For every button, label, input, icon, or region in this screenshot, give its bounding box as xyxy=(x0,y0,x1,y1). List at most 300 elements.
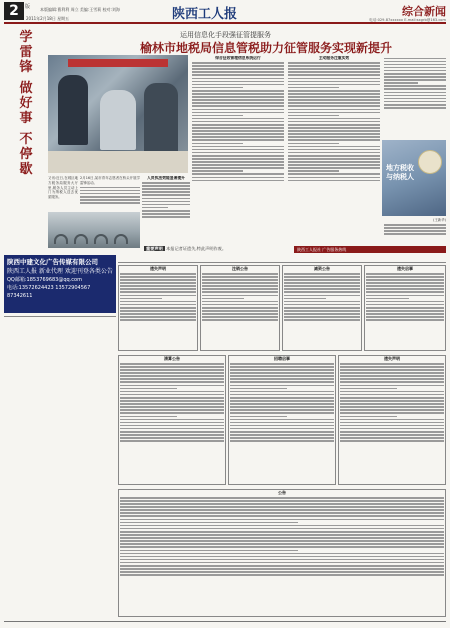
text-line xyxy=(120,522,298,524)
paper-name: 陕西工人报 xyxy=(172,7,238,22)
text-line xyxy=(120,285,196,287)
text-line xyxy=(120,512,444,514)
text-line xyxy=(288,152,380,154)
text-line xyxy=(142,210,190,212)
text-line xyxy=(120,506,444,508)
classified-box xyxy=(228,355,336,485)
text-line xyxy=(80,193,140,195)
text-line xyxy=(288,68,380,70)
ad-qq: QQ邮箱:1853769683@qq.com xyxy=(7,277,82,283)
text-line xyxy=(284,301,360,303)
text-line xyxy=(192,164,284,166)
classifieds-grid xyxy=(118,262,446,622)
text-line xyxy=(142,216,190,218)
article-photo xyxy=(48,55,188,173)
text-line xyxy=(284,282,360,284)
text-line xyxy=(192,133,284,135)
text-line xyxy=(120,571,444,573)
text-line xyxy=(288,146,380,148)
ad-phone: 电话:13572624423 13572904567 87342611 xyxy=(7,285,91,299)
text-line xyxy=(340,406,444,408)
text-line xyxy=(202,276,278,278)
text-line xyxy=(230,437,334,439)
text-line xyxy=(120,409,224,411)
text-line xyxy=(192,84,284,86)
text-line xyxy=(120,288,196,290)
text-line xyxy=(340,388,397,390)
text-line xyxy=(288,133,380,135)
text-line xyxy=(142,182,190,184)
text-line xyxy=(120,568,444,570)
text-line xyxy=(120,553,444,555)
vertical-slogan xyxy=(6,30,46,177)
text-line xyxy=(340,366,444,368)
text-line xyxy=(340,372,444,374)
text-line xyxy=(230,372,334,374)
slogan-char: 锋 xyxy=(19,60,33,75)
text-line xyxy=(230,369,334,371)
text-line xyxy=(284,304,360,306)
text-line xyxy=(230,416,287,418)
text-line xyxy=(384,79,446,81)
text-line xyxy=(192,71,284,73)
text-line xyxy=(120,400,224,402)
text-line xyxy=(340,378,444,380)
text-line xyxy=(120,534,444,536)
text-line xyxy=(340,363,444,365)
text-line xyxy=(142,204,190,206)
text-line xyxy=(288,96,380,98)
text-line xyxy=(340,375,444,377)
classified-title: 招聘启事 xyxy=(274,356,290,361)
text-line xyxy=(384,85,446,87)
text-line xyxy=(366,304,444,306)
text-line xyxy=(288,93,380,95)
text-line xyxy=(192,155,284,157)
text-line xyxy=(384,58,446,60)
text-line xyxy=(288,109,380,111)
text-line xyxy=(288,143,339,145)
text-line xyxy=(120,375,224,377)
text-line xyxy=(384,76,446,78)
text-line xyxy=(192,90,284,92)
article-end-mark: (王新华) xyxy=(433,218,446,222)
text-line xyxy=(284,313,360,315)
text-line xyxy=(202,298,244,300)
text-line xyxy=(288,90,380,92)
text-line xyxy=(120,313,196,315)
text-line xyxy=(120,422,224,424)
text-line xyxy=(288,105,380,107)
text-line xyxy=(284,310,360,312)
text-line xyxy=(284,316,360,318)
text-line xyxy=(366,313,444,315)
text-line xyxy=(366,279,444,281)
text-line xyxy=(120,381,224,383)
text-line xyxy=(288,71,380,73)
text-line xyxy=(202,273,278,275)
article-body-col-3 xyxy=(384,56,446,138)
text-line xyxy=(340,385,444,387)
text-line xyxy=(366,319,444,321)
text-line xyxy=(230,391,334,393)
text-line xyxy=(142,213,190,215)
text-line xyxy=(288,139,380,141)
classifieds-left xyxy=(4,316,116,622)
text-line xyxy=(284,276,360,278)
text-line xyxy=(340,425,444,427)
text-line xyxy=(340,431,444,433)
classified-title: 注销公告 xyxy=(232,266,248,271)
text-line xyxy=(202,304,278,306)
text-line xyxy=(384,98,446,100)
text-line xyxy=(192,81,284,83)
text-line xyxy=(192,130,284,132)
text-line xyxy=(142,185,190,187)
text-line xyxy=(230,431,334,433)
text-line xyxy=(120,406,224,408)
text-line xyxy=(120,372,224,374)
text-line xyxy=(288,124,380,126)
text-line xyxy=(288,99,380,101)
text-line xyxy=(192,78,284,80)
text-line xyxy=(120,574,444,576)
text-line xyxy=(202,291,278,293)
text-line xyxy=(284,319,360,321)
text-line xyxy=(366,316,444,318)
text-line xyxy=(288,136,380,138)
text-line xyxy=(230,397,334,399)
text-line xyxy=(284,285,360,287)
text-line xyxy=(366,291,444,293)
text-line xyxy=(120,363,224,365)
classified-title: 遗失声明 xyxy=(384,356,400,361)
article-body-col-2 xyxy=(288,56,380,244)
text-line xyxy=(340,394,444,396)
text-line xyxy=(230,385,334,387)
text-line xyxy=(288,155,380,157)
text-line xyxy=(202,319,278,321)
text-line xyxy=(120,276,196,278)
text-line xyxy=(192,65,284,67)
issue-date: 2011年2月18日 星期五 xyxy=(26,16,70,21)
classified-title: 公告 xyxy=(278,490,286,495)
text-line xyxy=(192,74,284,76)
article-body-col-0 xyxy=(142,176,190,242)
text-line xyxy=(384,101,446,103)
slogan-char: 好 xyxy=(19,96,33,111)
classified-title: 遗失声明 xyxy=(150,266,166,271)
text-line xyxy=(192,99,284,101)
text-line xyxy=(384,82,418,84)
text-line xyxy=(192,112,284,114)
text-line xyxy=(120,525,444,527)
text-line xyxy=(340,440,444,442)
text-line xyxy=(120,316,196,318)
text-line xyxy=(384,107,446,109)
text-line xyxy=(192,118,284,120)
text-line xyxy=(120,412,224,414)
text-line xyxy=(284,291,360,293)
text-line xyxy=(384,227,446,229)
article-kicker: 运用信息化手段强征管提服务 xyxy=(180,31,271,39)
text-line xyxy=(202,279,278,281)
text-line xyxy=(202,316,278,318)
text-line xyxy=(384,73,446,75)
text-line xyxy=(384,233,446,235)
text-line xyxy=(120,319,196,321)
text-line xyxy=(288,127,380,129)
ad-company: 陕西中建文化广告传媒有限公司 xyxy=(7,258,98,266)
article-body-col-4 xyxy=(384,218,446,244)
text-line xyxy=(120,500,444,502)
text-line xyxy=(230,419,334,421)
classified-title: 清算公告 xyxy=(164,356,180,361)
classified-title: 遗失启事 xyxy=(397,266,413,271)
text-line xyxy=(120,543,444,545)
text-line xyxy=(120,528,444,530)
text-line xyxy=(120,419,224,421)
text-line xyxy=(366,273,444,275)
text-line xyxy=(366,310,444,312)
text-line xyxy=(142,188,190,190)
text-line xyxy=(288,87,339,89)
text-line xyxy=(202,310,278,312)
ad-line-2: 陕西工人报 新业代理 欢迎刊登各类公告 xyxy=(7,268,113,275)
text-line xyxy=(192,93,284,95)
text-line xyxy=(340,434,444,436)
text-line xyxy=(120,388,177,390)
text-line xyxy=(192,87,243,89)
text-line xyxy=(120,509,444,511)
text-line xyxy=(340,391,444,393)
slogan-char: 学 xyxy=(19,30,33,45)
text-line xyxy=(120,378,224,380)
text-line xyxy=(120,304,196,306)
text-line xyxy=(120,425,224,427)
text-line xyxy=(230,412,334,414)
text-line xyxy=(192,177,284,179)
subhead: 综合征收管理信息系统运行 xyxy=(215,56,261,60)
text-line xyxy=(120,440,224,442)
text-line xyxy=(288,170,339,172)
text-line xyxy=(384,95,446,97)
classified-box xyxy=(200,265,280,351)
text-line xyxy=(340,409,444,411)
text-line xyxy=(192,149,284,151)
ad-hotline-bar: 陕西工人报社 广告服务热线 xyxy=(294,246,446,253)
page-number: 2 xyxy=(4,2,24,20)
text-line xyxy=(192,139,284,141)
text-line xyxy=(230,425,334,427)
text-line xyxy=(230,409,334,411)
text-line xyxy=(384,224,446,226)
text-line xyxy=(340,400,444,402)
text-line xyxy=(284,279,360,281)
text-line xyxy=(230,422,334,424)
text-line xyxy=(202,282,278,284)
text-line xyxy=(192,143,243,145)
text-line xyxy=(366,288,444,290)
text-line xyxy=(202,301,278,303)
text-line xyxy=(120,428,224,430)
page-label: 版 xyxy=(25,4,31,10)
text-line xyxy=(202,307,278,309)
text-line xyxy=(340,403,444,405)
text-line xyxy=(366,307,444,309)
text-line xyxy=(366,295,444,297)
text-line xyxy=(192,170,243,172)
text-line xyxy=(288,167,380,169)
section-title: 综合新闻 xyxy=(402,5,446,18)
text-line xyxy=(340,437,444,439)
text-line xyxy=(230,440,334,442)
text-line xyxy=(120,385,224,387)
text-line xyxy=(288,158,380,160)
text-line xyxy=(142,191,190,193)
text-line xyxy=(120,307,196,309)
text-line xyxy=(288,81,380,83)
text-line xyxy=(120,546,444,548)
text-line xyxy=(366,285,444,287)
text-line xyxy=(142,207,168,209)
article-headline: 榆林市地税局信息管税助力征管服务实现新提升 xyxy=(140,41,393,55)
text-line xyxy=(288,115,339,117)
text-line xyxy=(288,118,380,120)
classified-box xyxy=(118,355,226,485)
text-line xyxy=(284,273,360,275)
classified-box xyxy=(118,489,446,617)
text-line xyxy=(192,68,284,70)
text-line xyxy=(120,295,196,297)
text-line xyxy=(192,105,284,107)
text-line xyxy=(384,88,446,90)
text-line xyxy=(230,428,334,430)
text-line xyxy=(384,104,446,106)
text-line xyxy=(120,559,444,561)
text-line xyxy=(230,381,334,383)
text-line xyxy=(288,161,380,163)
text-line xyxy=(384,61,446,63)
text-line xyxy=(120,519,444,521)
slogan-char: 雷 xyxy=(19,45,33,60)
text-line xyxy=(192,121,284,123)
text-line xyxy=(284,298,326,300)
contact-info: 电话:029-87xxxxxx E-mail:sxgrb@163.com xyxy=(369,18,446,22)
text-line xyxy=(284,295,360,297)
text-line xyxy=(192,173,284,175)
text-line xyxy=(120,298,162,300)
text-line xyxy=(384,67,446,69)
text-line xyxy=(120,437,224,439)
text-line xyxy=(288,84,380,86)
text-line xyxy=(120,416,177,418)
side-photo-label-2: 与纳税人 xyxy=(386,173,414,181)
text-line xyxy=(120,394,224,396)
text-line xyxy=(384,92,446,94)
text-line xyxy=(366,301,444,303)
text-line xyxy=(80,187,140,189)
text-line xyxy=(120,279,196,281)
text-line xyxy=(288,130,380,132)
text-line xyxy=(288,173,380,175)
text-line xyxy=(120,537,444,539)
text-line xyxy=(120,503,444,505)
text-line xyxy=(120,310,196,312)
text-line xyxy=(120,497,444,499)
text-line xyxy=(230,366,334,368)
text-line xyxy=(192,115,243,117)
editor-credits: 本版编辑:曹利利 周立 美编:王雪莉 校对:刘海 xyxy=(40,7,120,12)
text-line xyxy=(142,198,190,200)
text-line xyxy=(288,112,380,114)
text-line xyxy=(120,403,224,405)
text-line xyxy=(366,298,409,300)
page-footer xyxy=(4,621,446,626)
text-line xyxy=(230,434,334,436)
text-line xyxy=(288,65,380,67)
classified-title: 减资公告 xyxy=(314,266,330,271)
text-line xyxy=(384,64,446,66)
side-photo-label: 地方税收 xyxy=(386,164,414,172)
text-line xyxy=(120,397,224,399)
text-line xyxy=(120,556,444,558)
text-line xyxy=(366,276,444,278)
text-line xyxy=(230,403,334,405)
text-line xyxy=(120,273,196,275)
text-line xyxy=(230,394,334,396)
text-line xyxy=(80,190,140,192)
text-line xyxy=(192,158,284,160)
slogan-char: 事 xyxy=(19,111,33,126)
text-line xyxy=(120,565,444,567)
text-line xyxy=(340,369,444,371)
text-line xyxy=(192,62,284,64)
text-line xyxy=(120,366,224,368)
text-line xyxy=(288,121,380,123)
text-line xyxy=(142,194,190,196)
text-line xyxy=(340,428,444,430)
text-line xyxy=(192,102,284,104)
notice-text: 本报记者证遗失,特此声明作废。 xyxy=(166,246,227,251)
text-line xyxy=(288,78,380,80)
text-line xyxy=(80,196,140,198)
article-body-col-1 xyxy=(192,56,284,244)
text-line xyxy=(120,562,444,564)
text-line xyxy=(288,164,380,166)
text-line xyxy=(288,102,380,104)
text-line xyxy=(340,412,444,414)
side-photo xyxy=(382,140,446,216)
text-line xyxy=(192,152,284,154)
text-line xyxy=(120,550,298,552)
classified-box xyxy=(118,265,198,351)
text-line xyxy=(340,397,444,399)
text-line xyxy=(192,124,284,126)
text-line xyxy=(120,540,444,542)
notice-tag: 重要声明 xyxy=(146,246,163,251)
slogan-char: 停 xyxy=(19,147,33,162)
text-line xyxy=(120,531,444,533)
text-line xyxy=(230,363,334,365)
photo-caption-2: 2月16日,某市青年志愿者在桥头开展学雷锋活动。 xyxy=(80,176,140,210)
ad-block xyxy=(4,255,116,313)
masthead xyxy=(4,2,446,24)
text-line xyxy=(340,416,397,418)
text-line xyxy=(120,369,224,371)
slogan-char: 做 xyxy=(19,81,33,96)
subhead: 主动服务注重实效 xyxy=(318,56,350,60)
